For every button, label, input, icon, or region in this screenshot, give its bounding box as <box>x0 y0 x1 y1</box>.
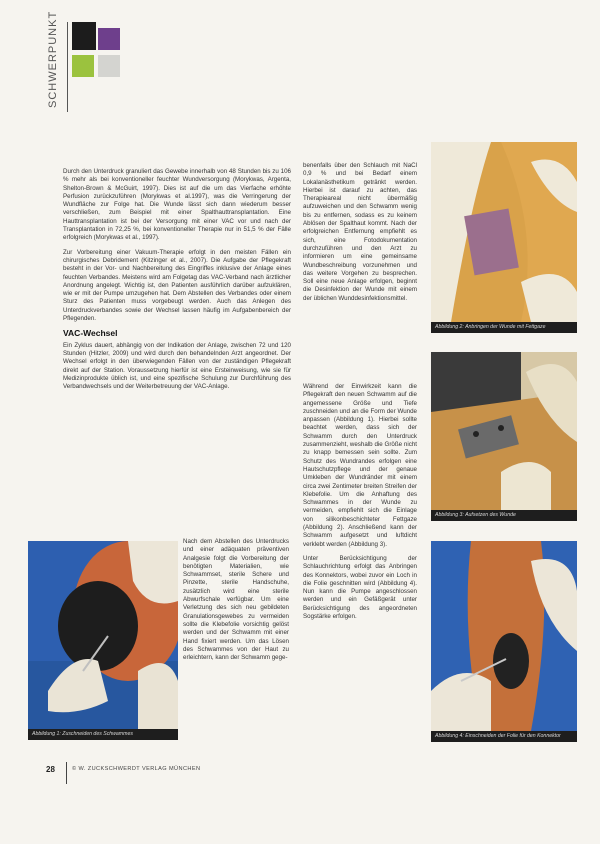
figure-2-caption: Abbildung 2: Anbringen der Wunde mit Fettgaze <box>431 322 577 333</box>
paragraph: Während der Einwirkzeit kann die Pflegekraft den neuen Schwamm auf die angemessene Größe und Tiefe zuschneiden und an die Form der Wunde anpassen (Abbildung 1). Hierbei sollte beachtet werden, dass sich der Schwamm durch den Unterdruck zusammenzieht, weshalb die Größe nicht zu knapp bemessen sein sollte. Zum Schutz des Wundrandes erfolgen eine Hautschutzpflege und der genaue Umkleben der Wundränder mit einem circa zwei Zentimeter breiten Streifen der Klebefolie. Um die Anhaftung des Schwammes in der Wunde zu vermeiden, empfiehlt sich die Einlage von silikonbeschichteter Fettgaze (Abbildung 2). Anschließend kann der Schwamm aufgesetzt und luftdicht verklebt werden (Abbildung 3). <box>303 383 417 548</box>
figure-3-photo <box>431 352 577 510</box>
paragraph: Zur Vorbereitung einer Vakuum-Therapie erfolgt in den meisten Fällen ein chirurgisches Debridement (Kitzinger et al., 2007). Die Aufgabe der Pflegekraft besteht in der Vor- und Nachbereitung des Eingriffes inklusive der Anlage eines feuchten Verbandes. Meistens wird am Folgetag das VAC-Verband nach ärztlicher Anordnung angelegt. Wichtig ist, den Patienten ausführlich darüber aufzuklären, wie er mit der Pumpe umzugehen hat. Dem Abstellen des Verbandes oder einem Sturz des Patienten muss vorgebeugt werden. Auch das Anlegen des Unterdruckverbandes sowie der Wechsel lassen häufig im Aufgabenbereich der Pflegenden. <box>63 248 291 323</box>
paragraph: Unter Berücksichtigung der Schlauchrichtung erfolgt das Anbringen des Konnektors, wobei zuvor ein Loch in die Folie geschnitten wird (Abbildung 4). Nun kann die Pumpe angeschlossen werden und ein Gefäßgerät unter Berücksichtigung des angeordneten Sogstärke erfolgen. <box>303 554 417 621</box>
column-left <box>63 168 291 397</box>
column-left-lower <box>183 538 289 668</box>
column-middle <box>303 162 417 309</box>
header-square-green <box>72 55 94 77</box>
paragraph: Nach dem Abstellen des Unterdrucks und einer adäquaten präventiven Analgesie folgt die Vorbereitung der benötigten Materialien, wie Schwammset, sterile Schere und Pinzette, sterile Handschuhe, zusätzlich wird eine sterile Abwurfschale verfügbar. Um eine Verletzung des sich neu gebildeten Granulationsgewebes zu vermeiden sollte die Klebefolie vorsichtig gelöst werden und der Schwamm mit einer Hand fixiert werden. Um das Lösen des Schwammes von der Haut zu erleichtern, kann der Schwamm gege- <box>183 538 289 662</box>
footer-divider <box>66 762 67 784</box>
paragraph: Ein Zyklus dauert, abhängig von der Indikation der Anlage, zwischen 72 und 120 Stunden (Hitzler, 2009) und wird durch den behandelnden Arzt angeordnet. Der Wechsel erfolgt in den überwiegenden Fällen von der zuständigen Pflegekraft direkt auf der Station. Voraussetzung hierfür ist eine Ersteinweisung, wie sie für Medizinprodukte üblich ist, und eine spezifische Schulung zur Durchführung des Verbandwechsels und der Weiterbetreuung der VAC-Anlage. <box>63 341 291 391</box>
paragraph: Durch den Unterdruck granuliert das Gewebe innerhalb von 48 Stunden bis zu 106 % mehr als bei konventioneller feuchter Wundversorgung (Morykwas, Argenta, Shelton-Brown & McGuirt, 1997). Dies ist auf die um das Vierfache erhöhte Perfusion zurückzuführen (Morykwas et al.1997), was die Verringerung der Wundfläche zur Folge hat. Die Wunde lässt sich dann wiederum besser verschließen, zum Beispiel mit einer Spalthauttransplantation. Eine Hauttransplantation ist bei der Versorgung mit einer VAC vor und nach der Transplantation in 72,25 %, bei konventioneller Therapie nur in 51,5 % der Fälle erfolgreich (Morykwas et al., 1997). <box>63 168 291 242</box>
figure-4-caption: Abbildung 4: Einschneiden der Folie für den Konnektor <box>431 731 577 742</box>
section-label: SCHWERPUNKT <box>47 10 59 108</box>
header-square-purple <box>98 28 120 50</box>
figure-1-photo <box>28 541 178 729</box>
figure-2-photo <box>431 142 577 322</box>
figure-3-caption: Abbildung 3: Aufsetzen des Wunde <box>431 510 577 521</box>
figure-4-photo <box>431 541 577 731</box>
figure-1-caption: Abbildung 1: Zuschneiden des Schwammes <box>28 729 178 740</box>
publisher-credit: © W. ZUCKSCHWERDT VERLAG MÜNCHEN <box>72 766 201 772</box>
section-heading: VAC-Wechsel <box>63 328 118 339</box>
header-square-black <box>72 22 96 50</box>
header-square-gray <box>98 55 120 77</box>
header-divider <box>67 22 68 112</box>
column-middle-lower <box>303 383 417 627</box>
paragraph: benenfalls über den Schlauch mit NaCl 0,9 % und bei Bedarf einem Lokalanästhetikum getränkt werden. Hierbei ist darauf zu achten, das Therapieareal nicht übermäßig aufzuweichen und den Schwamm wenig bis zu entfernen, sodass es zu keinem Ablösen der Spalthaut kommt. Nach der erfolgreichen Entfernung empfiehlt es sich, eine Fotodokumentation durchzuführen und den Arzt zu informieren um eine gemeinsame Wundbeschreibung vorzunehmen und das weitere Vorgehen zu besprechen. Soll eine neue Anlage erfolgen, beginnt die Desinfektion der Wunde mit einem der üblichen Wunddesinfektionsmittel. <box>303 162 417 302</box>
page-number: 28 <box>46 765 55 774</box>
